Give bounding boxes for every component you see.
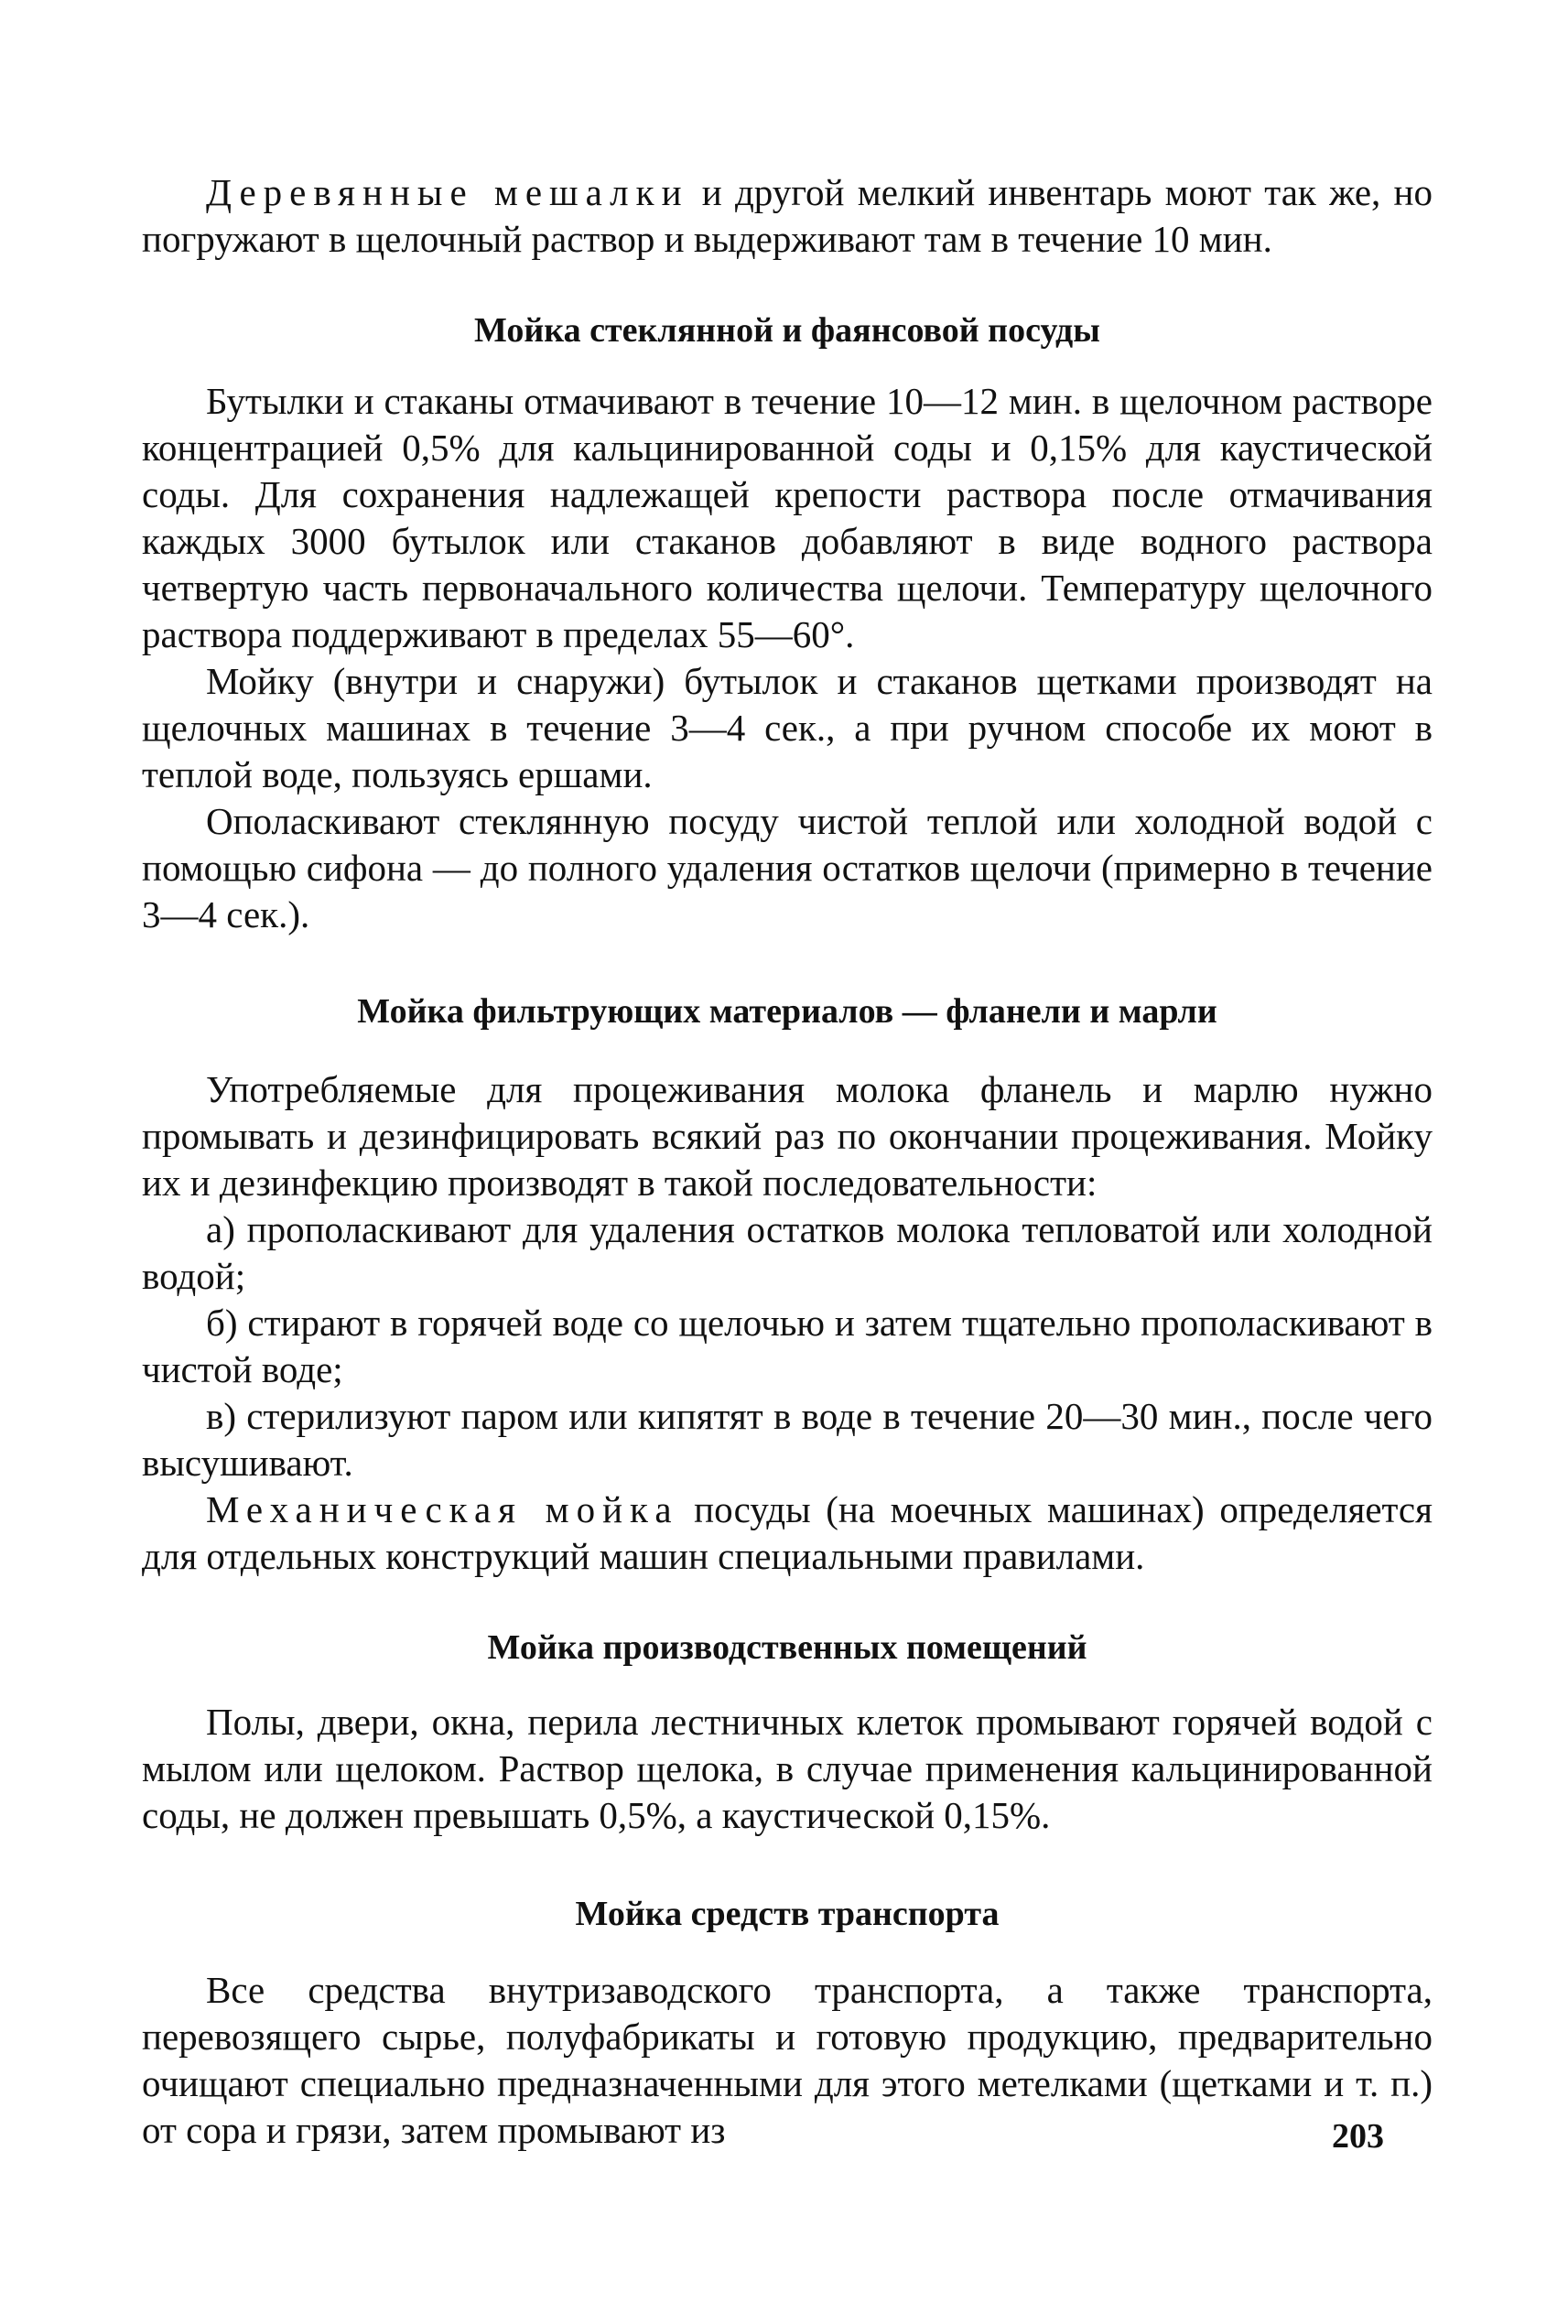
filter-list-item-a: а) прополаскивают для удаления остатков молока тепловатой или холодной водой; (142, 1208, 1433, 1297)
heading-transport-washing: Мойка средств транспорта (575, 1895, 1000, 1933)
intro-spaced-lead: Деревянные мешалки (206, 171, 689, 213)
glass-paragraph-1: Бутылки и стаканы отмачивают в течение 10—12 мин. в щелочном растворе концентрацией 0,5% для кальцинированной соды и 0,15% для каустической соды. Для сохранения надлежащей крепости раствора после отмачивания каждых 3000 бутылок или стаканов добавляют в виде водного раствора четвертую часть первоначального количества щелочи. Температуру щелочного раствора поддерживают в пределах 55—60°. (142, 380, 1433, 655)
glass-paragraph-3: Ополаскивают стеклянную посуду чистой теплой или холодной водой с помощью сифона — до полного удаления остатков щелочи (примерно в течение 3—4 сек.). (142, 800, 1433, 935)
filter-paragraph-1: Употребляемые для процеживания молока фланель и марлю нужно промывать и дезинфицировать всякий раз по окончании процеживания. Мойку их и дезинфекцию производят в такой последовательности: (142, 1068, 1433, 1204)
glass-paragraph-2: Мойку (внутри и снаружи) бутылок и стаканов щетками производят на щелочных машинах в течение 3—4 сек., а при ручном способе их моют в теплой воде, пользуясь ершами. (142, 660, 1433, 795)
heading-glass-washing: Мойка стеклянной и фаянсовой посуды (474, 311, 1100, 350)
premises-paragraph-1: Полы, двери, окна, перила лестничных клеток промывают горячей водой с мылом или щелоком. Раствор щелока, в случае применения кальцинированной соды, не должен превышать 0,5%, а каустической 0,15%. (142, 1701, 1433, 1836)
intro-paragraph (142, 169, 1433, 263)
heading-premises-washing: Мойка производственных помещений (487, 1628, 1087, 1667)
heading-filter-washing: Мойка фильтрующих материалов — фланели и марли (357, 992, 1217, 1031)
intro-text: и другой мелкий инвентарь моют так же, но погружают в щелочный раствор и выдерживают там в течение 10 мин. (142, 171, 1433, 260)
transport-paragraph-1: Все средства внутризаводского транспорта, а также транспорта, перевозящего сырье, полуфабрикаты и готовую продукцию, предварительно очищают специально предназначенными для этого метелками (щетками и т. п.) от сора и грязи, затем промывают из (142, 1969, 1433, 2151)
filter-list-item-b: б) стирают в горячей воде со щелочью и затем тщательно прополаскивают в чистой воде; (142, 1302, 1433, 1390)
mechanical-washing-spaced-lead: Механическая мойка (206, 1488, 679, 1530)
filter-list-item-c: в) стерилизуют паром или кипятят в воде в течение 20—30 мин., после чего высушивают. (142, 1395, 1433, 1484)
mechanical-washing-text: посуды (на моечных машинах) определяется для отдельных конструкций машин специальными правилами. (142, 1488, 1433, 1577)
page-content (142, 169, 1433, 2154)
filter-paragraph-2 (142, 1486, 1433, 1580)
page-number: 203 (1332, 2117, 1384, 2156)
